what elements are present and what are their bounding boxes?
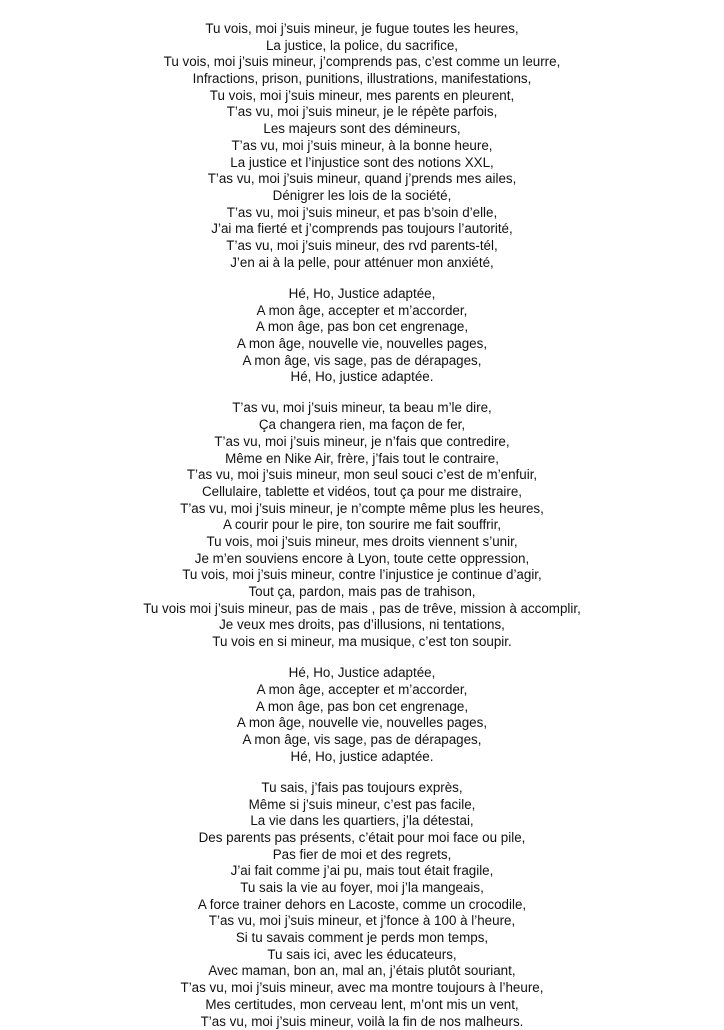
lyric-line: Infractions, prison, punitions, illustrations, manifestations, [0, 71, 724, 88]
stanza-verse-3 [0, 780, 724, 1030]
lyric-line: T’as vu, moi j’suis mineur, je n’fais que contredire, [0, 434, 724, 451]
lyric-line: Cellulaire, tablette et vidéos, tout ça pour me distraire, [0, 484, 724, 501]
lyric-line: A mon âge, pas bon cet engrenage, [0, 319, 724, 336]
lyric-line: Hé, Ho, justice adaptée. [0, 369, 724, 386]
lyric-line: Hé, Ho, Justice adaptée, [0, 286, 724, 303]
lyric-line: Tu vois en si mineur, ma musique, c’est ton soupir. [0, 634, 724, 651]
lyric-line: Dénigrer les lois de la société, [0, 188, 724, 205]
lyric-line: Pas fier de moi et des regrets, [0, 847, 724, 864]
lyric-line: Tu vois, moi j’suis mineur, je fugue toutes les heures, [0, 21, 724, 38]
stanza-verse-1 [0, 21, 724, 271]
lyric-line: Ça changera rien, ma façon de fer, [0, 417, 724, 434]
lyric-line: A courir pour le pire, ton sourire me fait souffrir, [0, 517, 724, 534]
lyric-line: Tu vois, moi j’suis mineur, j’comprends pas, c’est comme un leurre, [0, 54, 724, 71]
lyric-line: A mon âge, nouvelle vie, nouvelles pages, [0, 715, 724, 732]
lyric-line: Même en Nike Air, frère, j’fais tout le contraire, [0, 451, 724, 468]
lyric-line: T’as vu, moi j’suis mineur, je le répète parfois, [0, 104, 724, 121]
lyric-line: Des parents pas présents, c’était pour moi face ou pile, [0, 830, 724, 847]
lyric-line: T’as vu, moi j’suis mineur, à la bonne heure, [0, 138, 724, 155]
lyric-line: T’as vu, moi j’suis mineur, et j’fonce à 100 à l’heure, [0, 913, 724, 930]
lyric-line: A mon âge, nouvelle vie, nouvelles pages, [0, 336, 724, 353]
lyric-line: T’as vu, moi j’suis mineur, quand j’prends mes ailes, [0, 171, 724, 188]
lyric-line: T’as vu, moi j’suis mineur, mon seul souci c’est de m’enfuir, [0, 467, 724, 484]
lyric-line: Mes certitudes, mon cerveau lent, m’ont mis un vent, [0, 997, 724, 1014]
lyric-line: Avec maman, bon an, mal an, j’étais plutôt souriant, [0, 963, 724, 980]
lyric-line: La vie dans les quartiers, j’la détestai, [0, 813, 724, 830]
lyric-line: Hé, Ho, justice adaptée. [0, 749, 724, 766]
lyric-line: Tu sais la vie au foyer, moi j’la mangeais, [0, 880, 724, 897]
lyric-line: T’as vu, moi j’suis mineur, des rvd parents-tél, [0, 238, 724, 255]
lyric-line: Tout ça, pardon, mais pas de trahison, [0, 584, 724, 601]
lyric-line: J’en ai à la pelle, pour atténuer mon anxiété, [0, 255, 724, 272]
lyric-line: A force trainer dehors en Lacoste, comme un crocodile, [0, 897, 724, 914]
lyric-line: Tu vois moi j’suis mineur, pas de mais , pas de trêve, mission à accomplir, [0, 601, 724, 618]
lyric-line: A mon âge, pas bon cet engrenage, [0, 699, 724, 716]
lyric-line: A mon âge, accepter et m’accorder, [0, 682, 724, 699]
stanza-chorus-2 [0, 665, 724, 765]
lyric-line: A mon âge, accepter et m’accorder, [0, 303, 724, 320]
lyric-line: Même si j’suis mineur, c’est pas facile, [0, 797, 724, 814]
lyric-line: Tu vois, moi j’suis mineur, contre l’injustice je continue d’agir, [0, 567, 724, 584]
lyric-line: Si tu savais comment je perds mon temps, [0, 930, 724, 947]
lyric-line: Tu vois, moi j’suis mineur, mes parents en pleurent, [0, 88, 724, 105]
lyric-line: Je m’en souviens encore à Lyon, toute cette oppression, [0, 551, 724, 568]
lyric-line: T’as vu, moi j’suis mineur, ta beau m’le dire, [0, 400, 724, 417]
lyric-line: Je veux mes droits, pas d’illusions, ni tentations, [0, 617, 724, 634]
lyric-line: J’ai ma fierté et j’comprends pas toujours l’autorité, [0, 221, 724, 238]
lyric-line: Les majeurs sont des démineurs, [0, 121, 724, 138]
lyric-line: T’as vu, moi j’suis mineur, avec ma montre toujours à l’heure, [0, 980, 724, 997]
lyric-line: T’as vu, moi j’suis mineur, et pas b’soin d’elle, [0, 205, 724, 222]
lyric-line: T’as vu, moi j’suis mineur, voilà la fin de nos malheurs. [0, 1014, 724, 1030]
lyric-line: Hé, Ho, Justice adaptée, [0, 665, 724, 682]
stanza-chorus-1 [0, 286, 724, 386]
lyric-line: Tu sais, j’fais pas toujours exprès, [0, 780, 724, 797]
lyric-line: A mon âge, vis sage, pas de dérapages, [0, 353, 724, 370]
lyric-line: A mon âge, vis sage, pas de dérapages, [0, 732, 724, 749]
lyric-line: T’as vu, moi j’suis mineur, je n’compte même plus les heures, [0, 501, 724, 518]
lyric-line: J’ai fait comme j’ai pu, mais tout était fragile, [0, 863, 724, 880]
stanza-verse-2 [0, 400, 724, 650]
lyric-line: La justice, la police, du sacrifice, [0, 38, 724, 55]
lyric-line: La justice et l’injustice sont des notions XXL, [0, 155, 724, 172]
lyric-line: Tu sais ici, avec les éducateurs, [0, 947, 724, 964]
lyric-line: Tu vois, moi j’suis mineur, mes droits viennent s’unir, [0, 534, 724, 551]
